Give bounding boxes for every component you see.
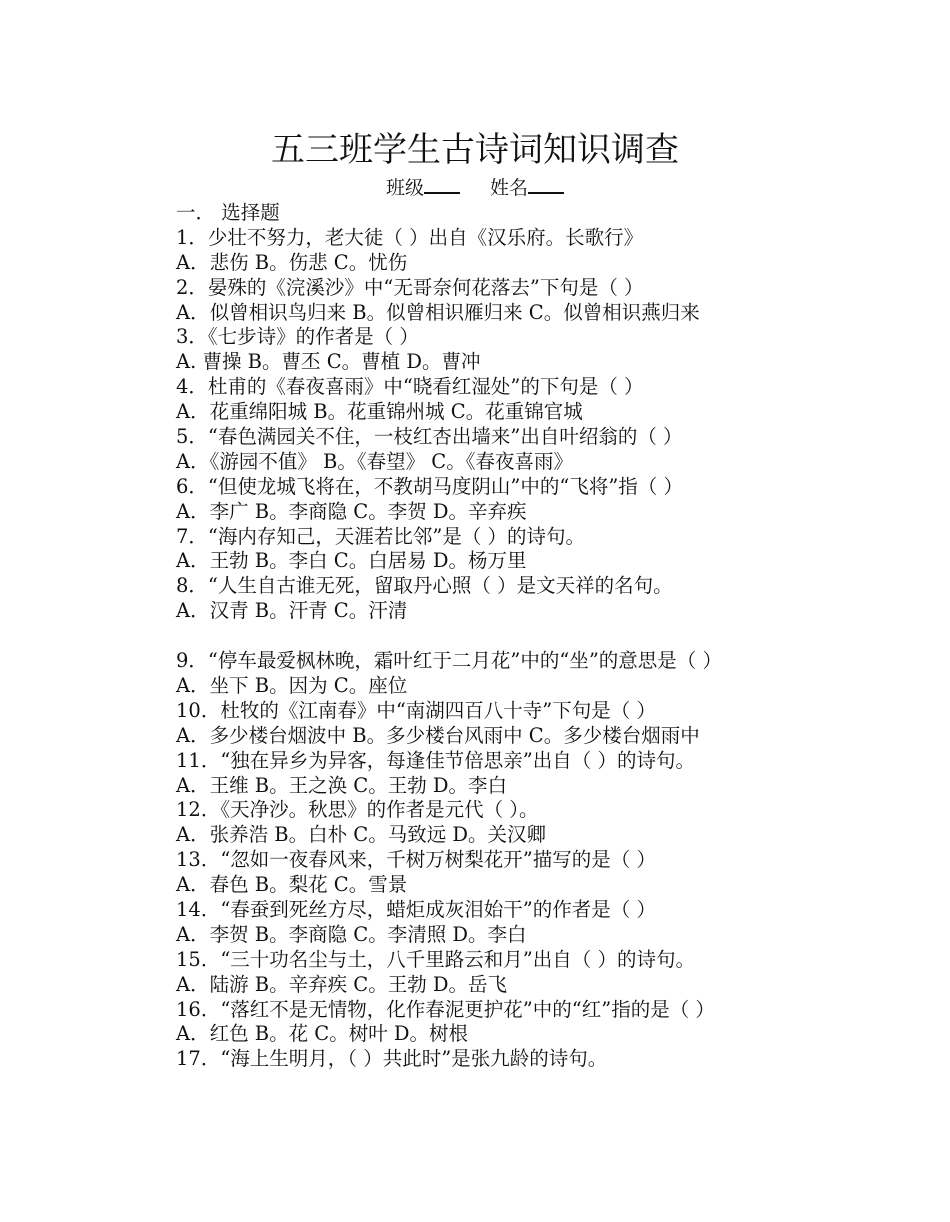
question-line: 17．“海上生明月，（ ）共此时”是张九龄的诗句。 [176, 1047, 608, 1071]
answer-options: A．春色 B。梨花 C。雪景 [176, 873, 408, 897]
question-line: 16．“落红不是无情物，化作春泥更护花”中的“红”指的是（ ） [176, 997, 715, 1021]
answer-options: A．悲伤 B。伤悲 C。忧伤 [176, 250, 408, 274]
question-line: 12．《天净沙。秋思》的作者是元代（ ）。 [176, 798, 539, 822]
question-line: 3．《七步诗》的作者是（ ） [176, 325, 419, 349]
answer-options: A．李贺 B。李商隐 C。李清照 D。李白 [176, 922, 527, 946]
answer-options: A．花重绵阳城 B。花重锦州城 C。花重锦官城 [176, 400, 583, 424]
question-line: 11．“独在异乡为异客，每逢佳节倍思亲”出自（ ）的诗句。 [176, 748, 695, 772]
question-line: 13．“忽如一夜春风来，千树万树梨花开”描写的是（ ） [176, 848, 656, 872]
question-line: 4．杜甫的《春夜喜雨》中“晓看红湿处”的下句是（ ） [176, 375, 644, 399]
answer-options: A．王勃 B。李白 C。白居易 D。杨万里 [176, 549, 527, 573]
question-line: 1．少壮不努力，老大徒（ ）出自《汉乐府。长歌行》 [176, 225, 644, 249]
answer-options: A．李广 B。李商隐 C。李贺 D。辛弃疾 [176, 499, 527, 523]
answer-options: A. 曹操 B。曹丕 C。曹植 D。曹冲 [176, 350, 481, 374]
question-line: 9．“停车最爱枫林晚，霜叶红于二月花”中的“坐”的意思是（ ） [176, 649, 722, 673]
question-line: 2．晏殊的《浣溪沙》中“无哥奈何花落去”下句是（ ） [176, 275, 644, 299]
answer-options: A．陆游 B。辛弃疾 C。王勃 D。岳飞 [176, 972, 508, 996]
name-label: 姓名 [490, 177, 529, 199]
question-line: 10．杜牧的《江南春》中“南湖四百八十寺”下句是（ ） [176, 698, 656, 722]
question-line: 8．“人生自古谁无死，留取丹心照（ ）是文天祥的名句。 [176, 574, 673, 598]
blank-line [176, 624, 816, 649]
answer-options: A．张养浩 B。白朴 C。马致远 D。关汉卿 [176, 823, 547, 847]
questions-part2 [176, 674, 816, 1072]
question-line: 7．“海内存知己，天涯若比邻”是（ ）的诗句。 [176, 524, 586, 548]
answer-options: A．汉青 B。汗青 C。汗清 [176, 599, 408, 623]
question-line: 14．“春蚕到死丝方尽，蜡炬成灰泪始干”的作者是（ ） [176, 897, 656, 921]
section-heading: 一． 选择题 [176, 201, 280, 224]
answer-options: A．王维 B。王之涣 C。王勃 D。李白 [176, 773, 508, 797]
class-label: 班级 [385, 177, 424, 199]
question-body [176, 201, 816, 1072]
class-blank [424, 176, 460, 194]
question-line: 5．“春色满园关不住，一枝红杏出墙来”出自叶绍翁的（ ） [176, 425, 683, 449]
answer-options: A．多少楼台烟波中 B。多少楼台风雨中 C。多少楼台烟雨中 [176, 723, 700, 747]
question-line: 6．“但使龙城飞将在，不教胡马度阴山”中的“飞将”指（ ） [176, 474, 683, 498]
name-blank [528, 176, 564, 194]
answer-options: A．坐下 B。因为 C。座位 [176, 673, 408, 697]
questions-part1 [176, 226, 816, 624]
answer-options: A．红色 B。花 C。树叶 D。树根 [176, 1022, 469, 1046]
page-title: 五三班学生古诗词知识调查 [271, 130, 679, 170]
answer-options: A．《游园不值》 B。《春望》 C。《春夜喜雨》 [176, 449, 573, 473]
answer-options: A．似曾相识鸟归来 B。似曾相识雁归来 C。似曾相识燕归来 [176, 300, 700, 324]
question-line: 15．“三十功名尘与土，八千里路云和月”出自（ ）的诗句。 [176, 947, 695, 971]
class-name-line [0, 176, 950, 200]
